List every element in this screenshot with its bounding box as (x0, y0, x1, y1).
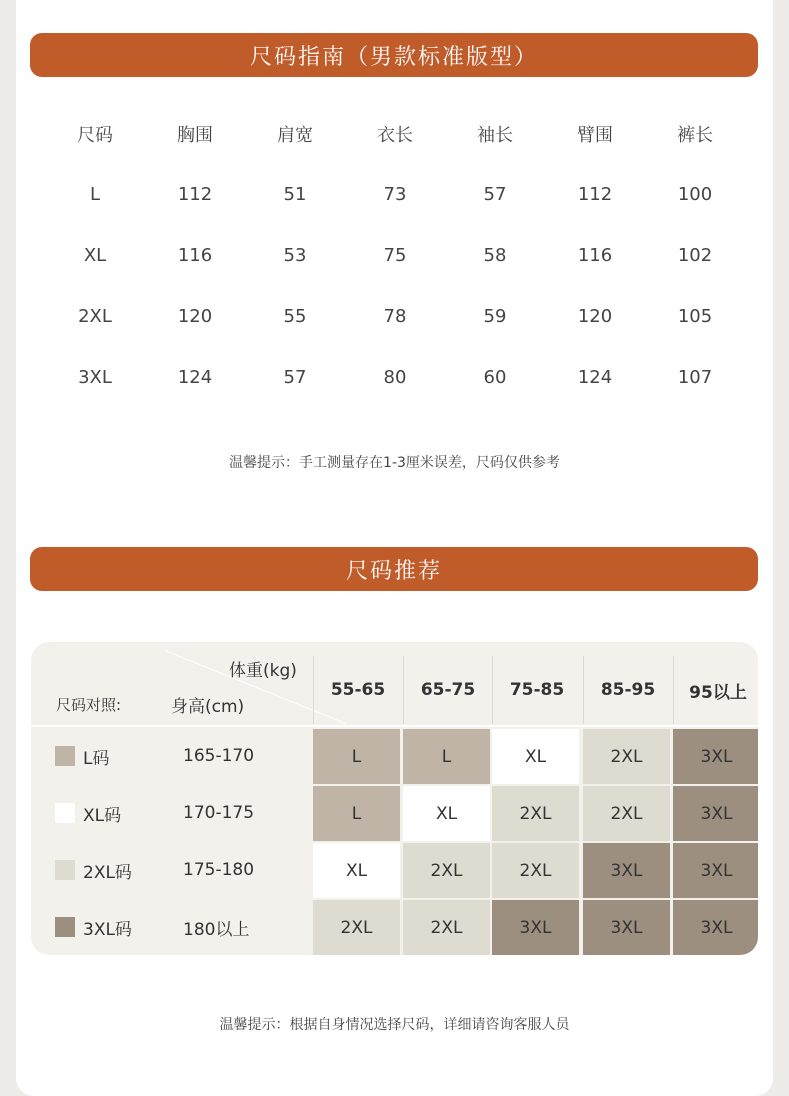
table-row (45, 164, 745, 225)
table-cell: 75 (383, 245, 407, 266)
recommended-size-cell: 3XL (673, 843, 758, 898)
recommended-size-cell: 2XL (492, 843, 579, 898)
weight-range-header: 95以上 (673, 656, 758, 724)
size-guide-header-row (45, 103, 745, 164)
table-row (45, 286, 745, 347)
height-range: 170-175 (183, 803, 255, 823)
weight-range-header: 75-85 (492, 656, 581, 724)
table-cell: 120 (177, 306, 213, 327)
recommended-size-cell: 2XL (403, 843, 490, 898)
size-swatch (55, 746, 75, 766)
size-recommend-table (31, 642, 758, 955)
size-swatch (55, 917, 75, 937)
size-legend-label: 3XL码 (83, 919, 132, 940)
table-cell: 51 (283, 184, 307, 205)
table-cell: 116 (177, 245, 213, 266)
size-guide-table (45, 103, 745, 408)
recommended-size-cell: 3XL (673, 729, 758, 784)
table-cell: 57 (483, 184, 507, 205)
table-cell: 2XL (78, 306, 112, 327)
recommended-size-cell: 2XL (313, 900, 400, 955)
recommended-size-cell: 3XL (583, 900, 670, 955)
weight-range-header: 85-95 (583, 656, 672, 724)
table-cell: 78 (383, 306, 407, 327)
recommended-size-cell: 2XL (492, 786, 579, 841)
table-cell: 116 (577, 245, 613, 266)
table-cell: 55 (283, 306, 307, 327)
table-cell: 105 (677, 306, 713, 327)
weight-range-header: 65-75 (403, 656, 492, 724)
header-cell: 臂围 (577, 124, 613, 146)
table-cell: 102 (677, 245, 713, 266)
recommended-size-cell: 3XL (673, 900, 758, 955)
height-range: 175-180 (183, 860, 255, 880)
recommended-size-cell: 2XL (583, 729, 670, 784)
table-cell: 73 (383, 184, 407, 205)
recommended-size-cell: 3XL (673, 786, 758, 841)
size-legend-item (55, 728, 109, 784)
recommended-size-cell: L (403, 729, 490, 784)
size-legend-label: 2XL码 (83, 862, 132, 883)
size-recommend-banner (30, 547, 758, 591)
size-compare-label: 尺码对照: (56, 696, 122, 714)
header-separator (31, 725, 758, 727)
size-guide-banner (30, 33, 758, 77)
header-cell: 胸围 (177, 124, 213, 146)
recommended-size-cell: 3XL (583, 843, 670, 898)
size-guide-tip: 温馨提示：手工测量存在1-3厘米误差，尺码仅供参考 (229, 455, 560, 471)
table-cell: XL (83, 245, 107, 266)
table-cell: 3XL (78, 367, 112, 388)
height-axis-label: 身高(cm) (171, 697, 245, 717)
table-cell: 124 (177, 367, 213, 388)
table-cell: 80 (383, 367, 407, 388)
size-legend-item (55, 785, 121, 841)
recommended-size-cell: L (313, 786, 400, 841)
header-cell: 袖长 (477, 124, 513, 146)
table-cell: 120 (577, 306, 613, 327)
header-cell: 衣长 (377, 124, 413, 146)
table-cell: 112 (577, 184, 613, 205)
weight-axis-label: 体重(kg) (229, 661, 297, 681)
size-swatch (55, 803, 75, 823)
recommended-size-cell: 2XL (583, 786, 670, 841)
table-cell: 59 (483, 306, 507, 327)
table-row (45, 225, 745, 286)
height-range: 180以上 (183, 919, 250, 940)
size-swatch (55, 860, 75, 880)
recommended-size-cell: XL (492, 729, 579, 784)
recommended-size-cell: 3XL (492, 900, 579, 955)
size-guide-title: 尺码指南（男款标准版型） (249, 44, 538, 70)
recommended-size-cell: XL (403, 786, 490, 841)
table-row (45, 347, 745, 408)
table-cell: L (89, 184, 101, 205)
table-cell: 100 (677, 184, 713, 205)
table-cell: 124 (577, 367, 613, 388)
recommended-size-cell: XL (313, 843, 400, 898)
table-cell: 60 (483, 367, 507, 388)
header-cell: 裤长 (677, 124, 713, 146)
size-legend-item (55, 899, 132, 955)
table-cell: 112 (177, 184, 213, 205)
size-recommend-title: 尺码推荐 (345, 558, 442, 584)
table-cell: 53 (283, 245, 307, 266)
recommended-size-cell: 2XL (403, 900, 490, 955)
size-recommend-tip: 温馨提示：根据自身情况选择尺码，详细请咨询客服人员 (219, 1017, 570, 1033)
size-legend-item (55, 842, 132, 898)
recommended-size-cell: L (313, 729, 400, 784)
table-cell: 58 (483, 245, 507, 266)
weight-range-header: 55-65 (313, 656, 402, 724)
table-cell: 107 (677, 367, 713, 388)
header-cell: 尺码 (77, 124, 113, 146)
table-cell: 57 (283, 367, 307, 388)
size-legend-label: XL码 (83, 805, 122, 826)
size-legend-label: L码 (83, 748, 110, 769)
header-cell: 肩宽 (277, 124, 313, 146)
height-range: 165-170 (183, 746, 255, 766)
